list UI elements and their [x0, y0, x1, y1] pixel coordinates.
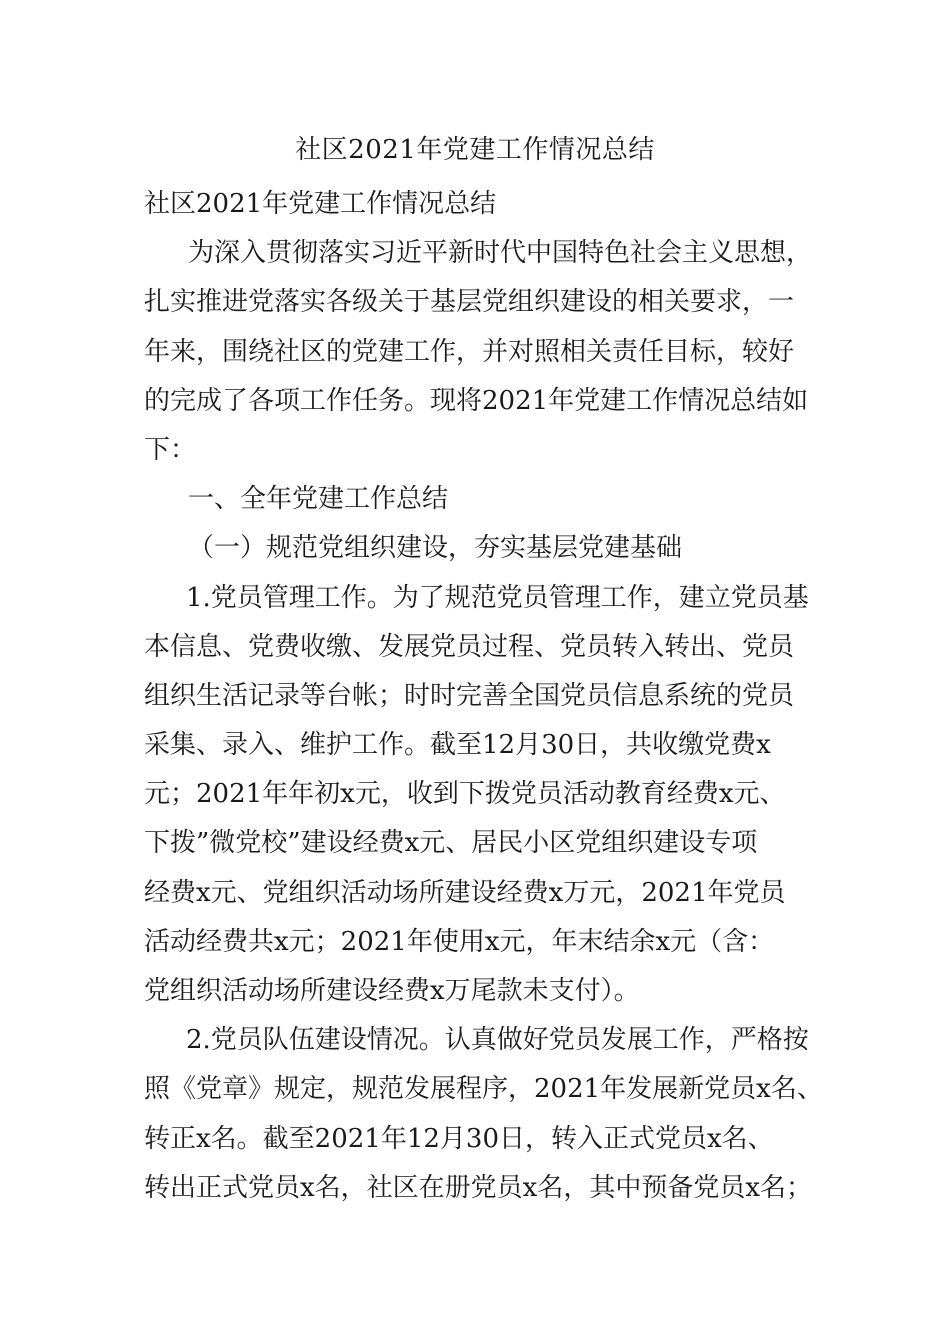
document-body: [144, 180, 823, 1213]
paragraph-line: 为深入贯彻落实习近平新时代中国特色社会主义思想，: [188, 238, 813, 269]
document-title: 社区2021年党建工作情况总结: [295, 135, 655, 165]
paragraph-line: 2.党员队伍建设情况。认真做好党员发展工作，严格按: [186, 1025, 809, 1056]
paragraph-line: 转正x名。截至2021年12月30日，转入正式党员x名、: [144, 1123, 774, 1154]
paragraph-line: 元；2021年年初x元，收到下拨党员活动教育经费x元、: [144, 779, 786, 810]
paragraph-line: 组织生活记录等台帐；时时完善全国党员信息系统的党员: [144, 680, 795, 711]
paragraph-line: 下：: [144, 434, 197, 465]
paragraph-line: 活动经费共x元；2021年使用x元，年末结余x元（含：: [144, 926, 775, 957]
subsection-heading: （一）规范党组织建设，夯实基层党建基础: [188, 533, 683, 564]
paragraph-line: 扎实推进党落实各级关于基层党组织建设的相关要求，一: [144, 287, 795, 318]
section-heading: 一、全年党建工作总结: [188, 484, 449, 515]
paragraph-line: 党组织活动场所建设经费x万尾款未支付）。: [144, 976, 640, 1006]
paragraph-line: 1.党员管理工作。为了规范党员管理工作，建立党员基: [186, 582, 809, 613]
subtitle-line: 社区2021年党建工作情况总结: [144, 189, 497, 219]
paragraph-line: 年来，围绕社区的党建工作，并对照相关责任目标，较好: [144, 336, 795, 367]
paragraph-line: 转出正式党员x名，社区在册党员x名，其中预备党员x名；: [144, 1172, 812, 1203]
paragraph-line: 经费x元、党组织活动场所建设经费x万元，2021年党员: [144, 877, 786, 908]
paragraph-line: 采集、录入、维护工作。截至12月30日，共收缴党费x: [144, 730, 771, 761]
paragraph-line: 的完成了各项工作任务。现将2021年党建工作情况总结如: [144, 385, 809, 416]
paragraph-line: 本信息、党费收缴、发展党员过程、党员转入转出、党员: [144, 631, 795, 662]
paragraph-line: 照《党章》规定，规范发展程序，2021年发展新党员x名、: [144, 1074, 823, 1105]
paragraph-line: 下拨”微党校”建设经费x元、居民小区党组织建设专项: [144, 828, 758, 859]
